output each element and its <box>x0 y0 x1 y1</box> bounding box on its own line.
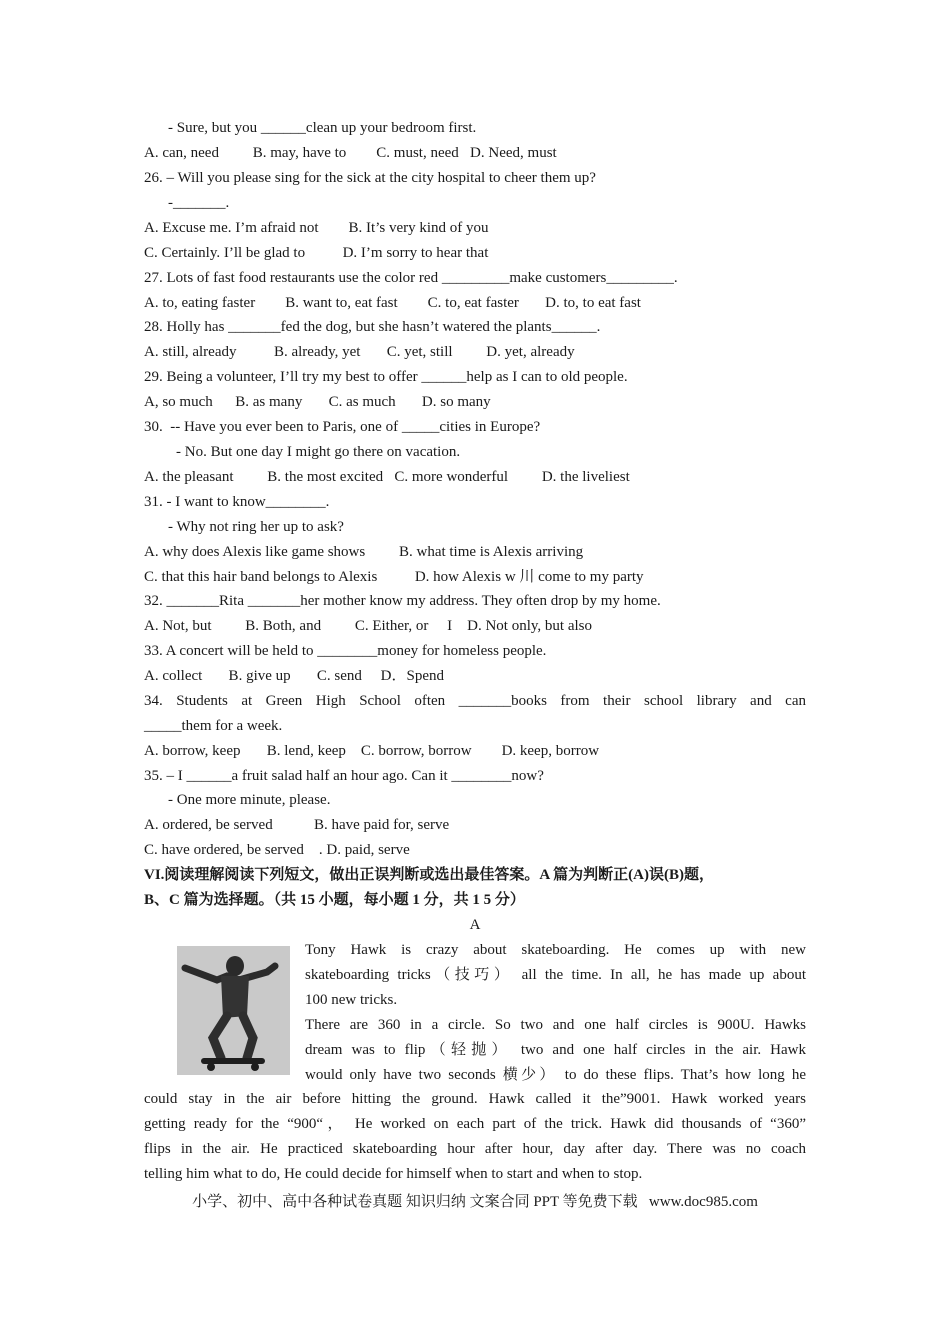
text-line: 28. Holly has _______fed the dog, but she hasn’t watered the plants______. <box>144 319 601 335</box>
text-line: A. why does Alexis like game shows B. what time is Alexis arriving <box>144 544 584 560</box>
text-line: 29. Being a volunteer, I’ll try my best to offer ______help as I can to old people. <box>144 369 628 385</box>
text-line: A. still, already B. already, yet C. yet, still D. yet, already <box>144 344 575 360</box>
text-line: C. Certainly. I’ll be glad to D. I’m sorry to hear that <box>144 245 489 261</box>
text-line: A. can, need B. may, have to C. must, need D. Need, must <box>144 145 557 161</box>
text-line: getting ready for the “900“， He worked on each part of the trick. Hawk did thousands of “360” <box>144 1116 806 1132</box>
text-line: C. that this hair band belongs to Alexis D. how Alexis w 川 come to my party <box>144 569 644 585</box>
text-line: A. the pleasant B. the most excited C. more wonderful D. the liveliest <box>144 469 630 485</box>
text-line: flips in the air. He practiced skateboarding hour after hour, day after day. There was no coach <box>144 1141 806 1157</box>
text-line: 34. Students at Green High School often _______books from their school library and can <box>144 693 806 709</box>
text-line: - No. But one day I might go there on vacation. <box>176 444 461 460</box>
text-line: A <box>469 917 481 933</box>
text-line: - Sure, but you ______clean up your bedroom first. <box>168 120 477 136</box>
text-line: Tony Hawk is crazy about skateboarding. He comes up with new <box>305 942 806 958</box>
text-line: telling him what to do, He could decide for himself when to start and when to stop. <box>144 1166 643 1182</box>
text-line: C. have ordered, be served . D. paid, serve <box>144 842 410 858</box>
text-line: A. Not, but B. Both, and C. Either, or I D. Not only, but also <box>144 618 592 634</box>
text-line: VI.阅读理解阅读下列短文，做出正误判断或选出最佳答案。A 篇为判断正(A)误(B)题， <box>144 867 714 883</box>
text-line: 32. _______Rita _______her mother know my address. They often drop by my home. <box>144 593 661 609</box>
text-line: There are 360 in a circle. So two and one half circles is 900U. Hawks <box>305 1017 806 1033</box>
text-line: 26. – Will you please sing for the sick at the city hospital to cheer them up? <box>144 170 596 186</box>
text-line: would only have two seconds 横少） to do these flips. That’s how long he <box>305 1067 806 1083</box>
text-line: A. borrow, keep B. lend, keep C. borrow, borrow D. keep, borrow <box>144 743 600 759</box>
text-line: 33. A concert will be held to ________money for homeless people. <box>144 643 547 659</box>
text-line: 31. - I want to know________. <box>144 494 330 510</box>
footer-note: 小学、初中、高中各种试卷真题 知识归纳 文案合同 PPT 等免费下载 www.doc985.com <box>192 1194 758 1210</box>
text-line: skateboarding tricks（技巧） all the time. In all, he has made up about <box>305 967 806 983</box>
text-line: 35. – I ______a fruit salad half an hour ago. Can it ________now? <box>144 768 544 784</box>
text-line: dream was to flip（轻抛） two and one half circles in the air. Hawk <box>305 1042 806 1058</box>
text-line: 100 new tricks. <box>305 992 398 1008</box>
text-line: 27. Lots of fast food restaurants use the color red _________make customers_________. <box>144 270 678 286</box>
text-line: _____them for a week. <box>144 718 283 734</box>
text-line: A. Excuse me. I’m afraid not B. It’s very kind of you <box>144 220 489 236</box>
text-line: - Why not ring her up to ask? <box>168 519 344 535</box>
text-line: B、C 篇为选择题。（共 15 小题，每小题 1 分，共 1 5 分） <box>144 892 525 908</box>
text-line: 30. -- Have you ever been to Paris, one of _____cities in Europe? <box>144 419 541 435</box>
text-line: - One more minute, please. <box>168 792 331 808</box>
text-line: A. to, eating faster B. want to, eat fast C. to, eat faster D. to, to eat fast <box>144 295 641 311</box>
text-line: -_______. <box>168 195 230 211</box>
text-line: A. ordered, be served B. have paid for, serve <box>144 817 450 833</box>
text-line: A, so much B. as many C. as much D. so many <box>144 394 491 410</box>
skateboarder-figure <box>177 946 290 1075</box>
skateboarder-photo <box>177 946 290 1075</box>
text-line: A. collect B. give up C. send D．Spend <box>144 668 444 684</box>
text-line: could stay in the air before hitting the ground. Hawk called it the”9001. Hawk worked years <box>144 1091 806 1107</box>
